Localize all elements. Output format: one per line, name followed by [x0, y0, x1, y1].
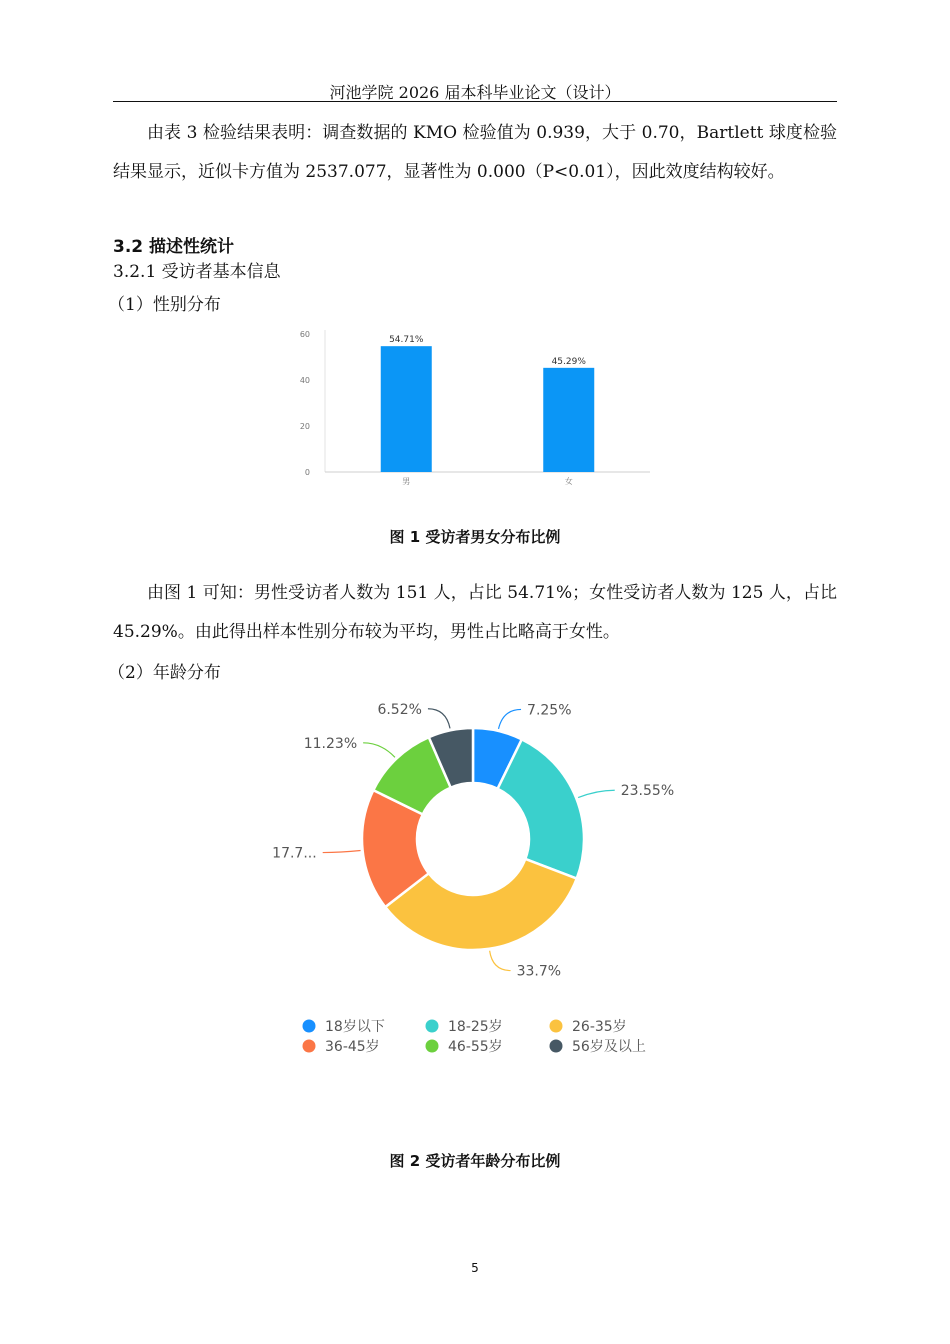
slice-data-label: 7.25% — [527, 702, 572, 719]
legend-marker — [303, 1040, 316, 1053]
slice-data-label: 33.7% — [516, 963, 562, 980]
bar — [543, 368, 594, 472]
slice-leader-line — [578, 790, 615, 797]
age-donut-chart — [240, 690, 710, 1065]
legend-marker — [550, 1020, 563, 1033]
slice-leader-line — [428, 709, 450, 729]
slice-data-label: 6.52% — [377, 701, 422, 718]
slice-leader-line — [499, 709, 522, 728]
legend-marker — [550, 1040, 563, 1053]
item-gender-heading: （1）性别分布 — [108, 295, 221, 315]
paragraph-kmo — [113, 114, 837, 192]
item-age-heading: （2）年龄分布 — [108, 663, 221, 683]
legend-label: 36-45岁 — [325, 1039, 380, 1055]
y-tick-label: 60 — [299, 330, 310, 339]
slice-leader-line — [490, 951, 511, 971]
page-header: 河池学院 2026 届本科毕业论文（设计） — [329, 83, 621, 102]
slice-data-label: 23.55% — [620, 783, 675, 800]
header-rule — [113, 101, 837, 102]
donut-slice — [498, 739, 584, 878]
legend-label: 56岁及以上 — [572, 1039, 646, 1055]
page-number: 5 — [471, 1261, 479, 1275]
y-tick-label: 20 — [299, 422, 310, 431]
bar-data-label: 45.29% — [551, 356, 586, 367]
legend-marker — [426, 1020, 439, 1033]
bar-data-label: 54.71% — [389, 335, 424, 346]
section-heading: 3.2 描述性统计 — [113, 237, 235, 257]
subsection-heading: 3.2.1 受访者基本信息 — [113, 262, 281, 282]
figure1-caption: 图 1 受访者男女分布比例 — [389, 528, 561, 546]
figure2-caption: 图 2 受访者年龄分布比例 — [389, 1152, 561, 1170]
legend-marker — [426, 1040, 439, 1053]
legend-label: 18岁以下 — [325, 1019, 385, 1035]
paragraph-gender — [113, 574, 837, 652]
x-tick-label: 女 — [564, 477, 573, 486]
bar — [381, 346, 432, 472]
x-tick-label: 男 — [402, 477, 411, 486]
paragraph-gender-text: 由图 1 可知：男性受访者人数为 151 人，占比 54.71%；女性受访者人数为 125 人，占比 45.29%。由此得出样本性别分布较为平均，男性占比略高于女性。 — [113, 583, 837, 642]
slice-leader-line — [323, 851, 361, 853]
legend-label: 18-25岁 — [448, 1019, 503, 1035]
legend-marker — [303, 1020, 316, 1033]
y-tick-label: 40 — [299, 376, 310, 385]
legend-label: 26-35岁 — [572, 1019, 627, 1035]
slice-data-label: 17.7... — [272, 845, 317, 862]
paragraph-kmo-text: 由表 3 检验结果表明：调查数据的 KMO 检验值为 0.939，大于 0.70，Bartlett 球度检验结果显示，近似卡方值为 2537.077，显著性为 0.000（P<0.01），因此效度结构较好。 — [113, 123, 837, 182]
gender-bar-chart — [280, 322, 660, 492]
slice-data-label: 11.23% — [303, 735, 358, 752]
legend-label: 46-55岁 — [448, 1039, 503, 1055]
slice-leader-line — [363, 743, 395, 757]
y-tick-label: 0 — [304, 468, 310, 477]
